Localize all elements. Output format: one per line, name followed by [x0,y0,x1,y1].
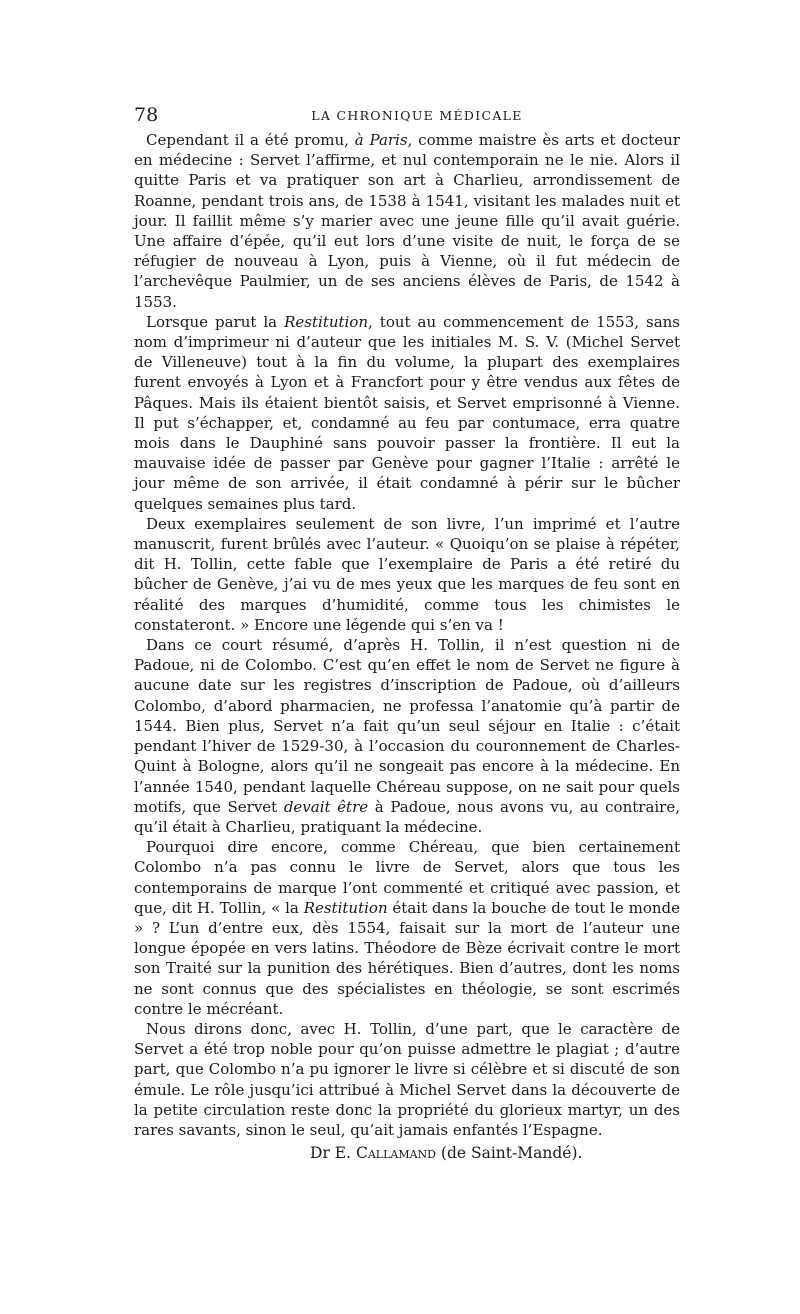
paragraph-6 [134,1019,680,1140]
emphasis-text: Restitution [303,898,388,917]
paragraph-text: Dans ce court résumé, d’après H. Tollin, il n’est question ni de Padoue, ni de Colombo. C’est qu’en effet le nom de Servet ne figure à aucune date sur les registres d’inscription de Padoue, où d’ailleurs Colombo, d’abord pharmacien, ne professa l’anatomie qu’à partir de 1544. Bien plus, Servet n’a fait qu’un seul séjour en Italie : c’était pendant l’hiver de 1529-30, à l’occasion du couronnement de Charles-Quint à Bologne, alors qu’il ne songeait pas encore à la médecine. En l’année 1540, pendant laquelle Chéreau suppose, on ne sait pour quels motifs, que Servet [134,636,680,816]
emphasis-text: Restitution [284,312,369,331]
author-signature [134,1142,680,1164]
running-head [134,104,680,130]
paragraph-3 [134,514,680,635]
paragraph-5 [134,837,680,1019]
paragraph-text: , tout au commencement de 1553, sans nom d’imprimeur ni d’auteur que les initiales M. S. V. (Michel Servet de Villeneuve) tout à la fin du volume, la plupart des exemplaires furent envoyés à Lyon et à Francfort pour y être vendus aux fêtes de Pâques. Mais ils étaient bientôt saisis, et Servet emprisonné à Vienne. Il put s’échapper, et, condamné au feu par contumace, erra quatre mois dans le Dauphiné sans pouvoir passer la frontière. Il eut la mauvaise idée de passer par Genève pour gagner l’Italie : arrêté le jour même de son arrivée, il était condamné à périr sur le bûcher quelques semaines plus tard. [134,312,680,513]
page-number: 78 [134,104,159,126]
paragraph-text: Deux exemplaires seulement de son livre, l’un imprimé et l’autre manuscrit, furent brûlés avec l’auteur. « Quoiqu’on se plaise à répéter, dit H. Tollin, cette fable que l’exemplaire de Paris a été retiré du bûcher de Genève, j’ai vu de mes yeux que les marques de feu sont en réalité des marques d’humidité, comme tous les chimistes le constateront. » Encore une légende qui s’en va ! [134,514,680,634]
signature-place: (de Saint-Mandé). [440,1144,583,1163]
paragraph-1 [134,130,680,312]
paragraph-text: , comme maistre ès arts et docteur en médecine : Servet l’affirme, et nul contemporain ne le nie. Alors il quitte Paris et va pratiquer son art à Charlieu, arrondissement de Roanne, pendant trois ans, de 1538 à 1541, visitant les malades nuit et jour. Il faillit même s’y marier avec une jeune fille qu’il avait guérie. Une affaire d’épée, qu’il eut lors d’une visite de nuit, le força de se réfugier de nouveau à Lyon, puis à Vienne, où il fut médecin de l’archevêque Paulmier, un de ses anciens élèves de Paris, de 1542 à 1553. [134,131,680,311]
article-body [134,130,680,1140]
paragraph-4 [134,635,680,837]
paragraph-text: à Padoue, nous avons vu, au contraire, qu’il était à Charlieu, pratiquant la médecine. [134,797,680,836]
paragraph-text: Nous dirons donc, avec H. Tollin, d’une part, que le caractère de Servet a été trop noble pour qu’on puisse admettre le plagiat ; d’autre part, que Colombo n’a pu ignorer le livre si célèbre et si discuté de son émule. Le rôle jusqu’ici attribué à Michel Servet dans la découverte de la petite circulation reste donc la propriété du glorieux martyr, un des rares savants, sinon le seul, qu’ait jamais enfantés l’Espagne. [134,1019,680,1139]
emphasis-text: à Paris [354,131,408,149]
paragraph-text: Pourquoi dire encore, comme Chéreau, que bien certainement Colombo n’a pas connu le livre de Servet, alors que tous les contemporains de marque l’ont commenté et critiqué avec passion, et que, dit H. Tollin, « la [134,838,680,917]
paragraph-text: était dans la bouche de tout le monde » ? L’un d’entre eux, dès 1554, faisait sur la mort de l’auteur une longue épopée en vers latins. Théodore de Bèze écrivait contre le mort son Traité sur la punition des hérétiques. Bien d’autres, dont les noms ne sont connus que des spécialistes en théologie, se sont escrimés contre le mécréant. [134,898,680,1018]
paragraph-2 [134,312,680,514]
journal-title: LA CHRONIQUE MÉDICALE [311,108,523,123]
emphasis-text: devait être [283,797,369,816]
document-page [134,104,680,1164]
signature-initial: E. [334,1144,352,1163]
paragraph-text: Lorsque parut la [146,312,285,331]
signature-title: Dr [310,1144,330,1163]
paragraph-text: Cependant il a été promu, [146,131,355,149]
signature-surname: Callamand [355,1144,436,1163]
